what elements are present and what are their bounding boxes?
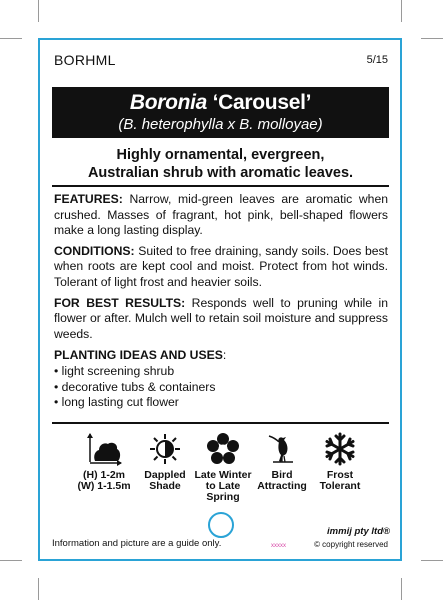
bird-text: Attracting: [257, 480, 307, 492]
light-text: Shade: [149, 480, 181, 492]
divider: [52, 422, 389, 424]
crop-mark: [421, 38, 443, 39]
cultivar-name: ‘Carousel’: [212, 91, 312, 114]
features-text: Narrow, mid-green leaves are aromatic when crushed. Masses of fragrant, hot pink, bell-shaped flowers make a long lasting display.: [54, 192, 388, 238]
bird-label: [250, 470, 314, 492]
title-banner: [52, 87, 389, 138]
disclaimer: Information and picture are a guide only.: [52, 538, 222, 549]
light-text: Dappled: [144, 469, 186, 481]
planting-heading: [54, 348, 388, 364]
frost-text: Frost: [326, 469, 354, 481]
tagline-line: Highly ornamental, evergreen,: [116, 147, 325, 163]
snowflake-icon: [323, 432, 357, 466]
bird-info: [250, 432, 314, 492]
genus-name: Boronia: [129, 91, 208, 114]
divider: [52, 185, 389, 187]
flowering-text: to Late: [205, 480, 241, 492]
height-text: (H) 1-2m: [82, 469, 125, 481]
features-paragraph: [54, 192, 388, 239]
crop-mark: [0, 38, 22, 39]
crop-mark: [0, 560, 22, 561]
list-item: • decorative tubs & containers: [54, 379, 216, 394]
tagline-line: Australian shrub with aromatic leaves.: [87, 165, 354, 181]
frost-text: Tolerant: [319, 480, 361, 492]
flowering-info: [191, 432, 255, 503]
list-item: • long lasting cut flower: [54, 395, 179, 410]
batch-code: xxxxx: [271, 543, 286, 549]
bird-icon: [265, 432, 299, 466]
light-info: [133, 432, 197, 492]
product-code: BORHML: [54, 52, 116, 68]
botanical-name: (B. heterophylla x B. molloyae): [118, 116, 323, 133]
planting-colon: :: [222, 348, 227, 363]
sun-shade-icon: [148, 432, 182, 466]
plant-name: [52, 91, 389, 115]
bird-text: Bird: [271, 469, 293, 481]
list-item: • light screening shrub: [54, 363, 175, 378]
features-label: FEATURES:: [54, 192, 123, 206]
flowering-label: [191, 470, 255, 503]
frost-label: [308, 470, 372, 492]
tagline: [52, 146, 389, 182]
size-label: [72, 470, 136, 492]
conditions-paragraph: [54, 244, 388, 291]
crop-mark: [421, 560, 443, 561]
best-results-label: FOR BEST RESULTS:: [54, 295, 186, 310]
planting-list: [54, 364, 388, 411]
crop-mark: [401, 0, 402, 22]
flowering-text: Spring: [206, 491, 240, 503]
crop-mark: [38, 578, 39, 600]
conditions-label: CONDITIONS:: [54, 243, 135, 258]
flower-icon: [206, 432, 240, 466]
frost-info: [308, 432, 372, 492]
plant-label-card: [38, 38, 402, 561]
description: [54, 192, 388, 411]
width-text: (W) 1-1.5m: [77, 480, 131, 492]
best-results-paragraph: [54, 296, 388, 343]
flowering-text: Late Winter: [194, 469, 252, 481]
size-info: [72, 432, 136, 492]
conditions-text: Suited to free draining, sandy soils. Does best when roots are kept cool and moist. Protect from hot winds. Tolerant of light frost and heavier soils.: [54, 243, 388, 289]
price-circle: [208, 512, 234, 538]
crop-mark: [38, 0, 39, 22]
copyright-notice: © copyright reserved: [314, 540, 388, 549]
best-results-text: Responds well to pruning while in flower or after. Mulch well to retain soil moisture and suppress weeds.: [54, 295, 388, 341]
size-icon: [84, 432, 124, 466]
crop-mark: [401, 578, 402, 600]
light-label: [133, 470, 197, 492]
brand-name: immij pty ltd®: [327, 526, 390, 537]
page-number: 5/15: [366, 54, 388, 66]
planting-label: PLANTING IDEAS AND USES: [54, 348, 223, 363]
